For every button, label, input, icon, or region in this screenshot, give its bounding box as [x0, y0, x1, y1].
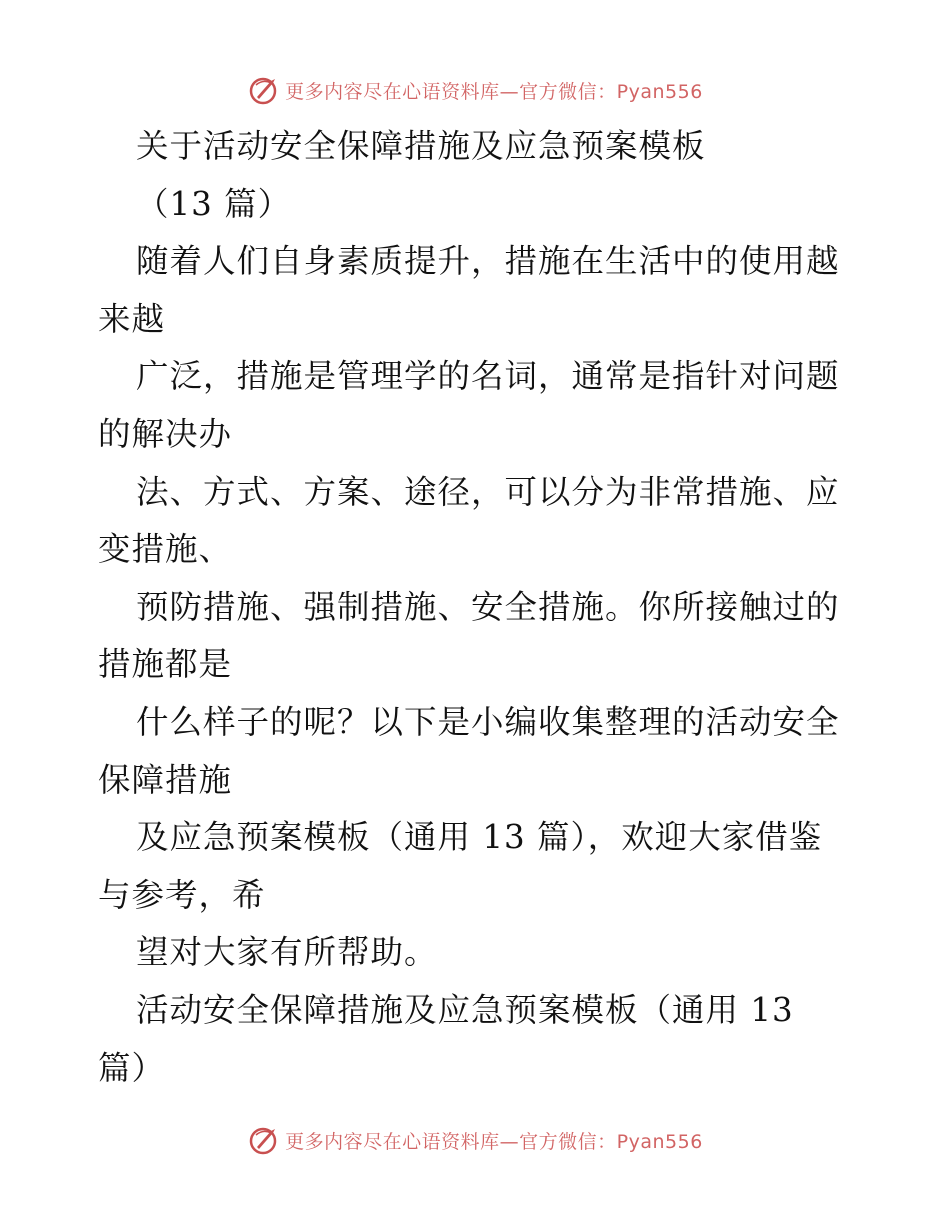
paragraph-line: 随着人们自身素质提升，措施在生活中的使用越	[136, 242, 840, 281]
paragraph-line: 广泛，措施是管理学的名词，通常是指针对问题	[136, 357, 840, 396]
paragraph-line: 望对大家有所帮助。	[136, 933, 438, 972]
pen-logo-icon	[247, 1123, 281, 1157]
watermark-text: 更多内容尽在心语资料库—官方微信：Pyan556	[285, 80, 703, 103]
paragraph-line: 措施都是	[98, 645, 233, 684]
paragraph-line: 预防措施、强制措施、安全措施。你所接触过的	[136, 587, 840, 626]
document-body	[98, 118, 858, 1097]
pen-logo-icon	[247, 73, 281, 107]
doc-title-line-2: （13 篇）	[136, 184, 292, 223]
paragraph-line: 来越	[98, 299, 166, 338]
watermark-text: 更多内容尽在心语资料库—官方微信：Pyan556	[285, 1130, 703, 1153]
paragraph-line: 及应急预案模板（通用 13 篇），欢迎大家借鉴	[136, 818, 823, 857]
section-heading-line: 活动安全保障措施及应急预案模板（通用 13	[136, 990, 794, 1029]
paragraph-line: 的解决办	[98, 414, 233, 453]
paragraph-line: 变措施、	[98, 530, 233, 569]
section-heading-line: 篇）	[98, 1048, 166, 1087]
paragraph-line: 保障措施	[98, 760, 233, 799]
paragraph-line: 与参考，希	[98, 875, 266, 914]
doc-title-line-1: 关于活动安全保障措施及应急预案模板	[136, 127, 706, 165]
paragraph-line: 什么样子的呢？以下是小编收集整理的活动安全	[136, 702, 840, 741]
footer-watermark	[0, 1120, 950, 1160]
paragraph-line: 法、方式、方案、途径，可以分为非常措施、应	[136, 472, 840, 511]
header-watermark	[0, 70, 950, 110]
